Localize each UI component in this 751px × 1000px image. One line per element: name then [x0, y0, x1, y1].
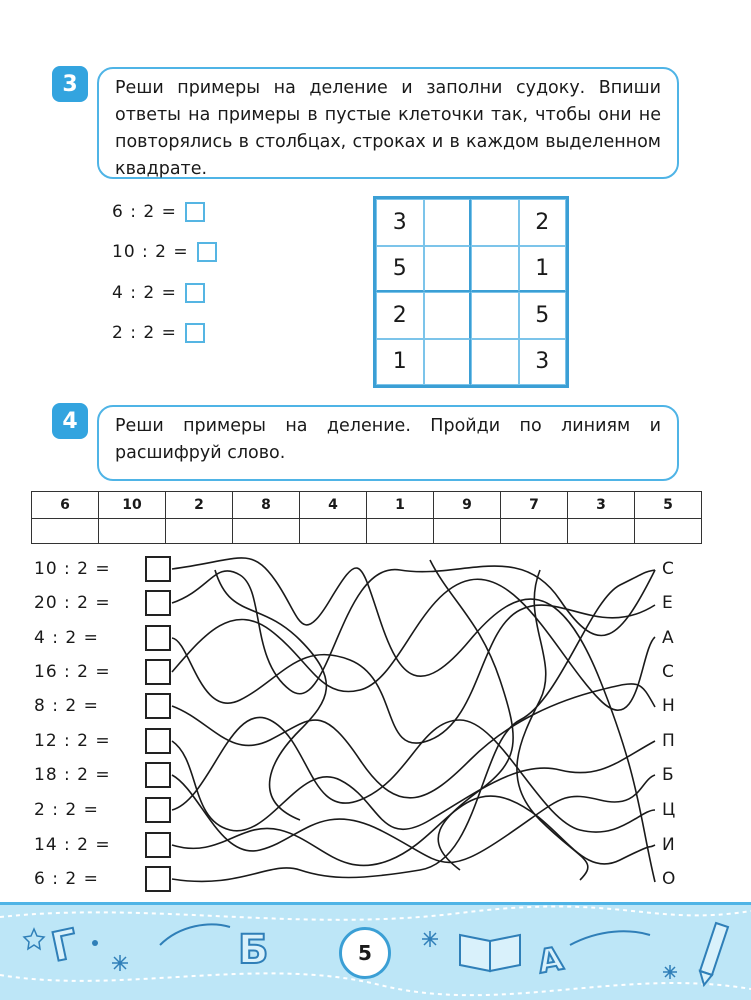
code-number: 5	[635, 492, 702, 519]
sudoku-cell[interactable]: 3	[376, 199, 424, 246]
maze-line	[172, 741, 655, 831]
answer-box[interactable]	[145, 866, 171, 892]
maze-letter: И	[662, 835, 675, 855]
maze-letter: Б	[662, 765, 674, 785]
answer-box[interactable]	[145, 762, 171, 788]
code-number: 10	[99, 492, 166, 519]
maze-letter: Е	[662, 593, 673, 613]
equation-text: 4 : 2 =	[112, 283, 177, 303]
answer-box[interactable]	[145, 728, 171, 754]
equation-text: 10 : 2 =	[112, 242, 189, 262]
decor-letter-b: Б	[238, 927, 269, 973]
task-4-equation-7: 18 : 2 =	[34, 765, 111, 785]
task-4-text: Реши примеры на деление. Пройди по линиям и расшифруй слово.	[115, 416, 661, 463]
answer-box[interactable]	[145, 556, 171, 582]
sudoku-cell[interactable]: 5	[376, 246, 424, 293]
code-number: 6	[32, 492, 99, 519]
code-number: 1	[367, 492, 434, 519]
sudoku-cell[interactable]: 5	[519, 292, 567, 339]
maze-line	[172, 570, 655, 881]
equation-text: 6 : 2 =	[112, 202, 177, 222]
code-number: 4	[300, 492, 367, 519]
code-number: 7	[501, 492, 568, 519]
snowflake-icon	[112, 931, 677, 979]
task-3-number-badge: 3	[52, 66, 88, 102]
maze-line	[172, 684, 655, 798]
task-3-text: Реши примеры на деление и заполни судоку. Впиши ответы на примеры в пустые клеточки так, чтобы они не повторялись в столбцах, строках и в каждом выделенном квадрате.	[115, 78, 661, 179]
maze-letter: П	[662, 731, 675, 751]
task-4-equation-1: 10 : 2 =	[34, 559, 111, 579]
task-4-equation-9: 14 : 2 =	[34, 835, 111, 855]
maze-letter: Ц	[662, 800, 676, 820]
task-4-equation-3: 4 : 2 =	[34, 628, 99, 648]
task-4-equation-4: 16 : 2 =	[34, 662, 111, 682]
decor-letter-a: А	[534, 939, 566, 981]
dot-icon	[92, 940, 98, 946]
swoosh-icon	[160, 924, 230, 945]
swoosh-icon	[570, 931, 650, 945]
maze-letter: Н	[662, 696, 675, 716]
task-4-number-badge: 4	[52, 403, 88, 439]
task-4-equation-2: 20 : 2 =	[34, 593, 111, 613]
answer-box[interactable]	[145, 693, 171, 719]
decor-letter-g: Г	[47, 920, 83, 972]
code-number: 9	[434, 492, 501, 519]
answer-box[interactable]	[145, 659, 171, 685]
sudoku-cell[interactable]: 2	[519, 199, 567, 246]
sudoku-cell[interactable]: 2	[376, 292, 424, 339]
task-4-equation-8: 2 : 2 =	[34, 800, 99, 820]
code-number: 2	[166, 492, 233, 519]
maze-letter: С	[662, 559, 674, 579]
maze-line	[172, 717, 655, 832]
maze-line	[172, 579, 655, 710]
equation-text: 2 : 2 =	[112, 323, 177, 343]
answer-box[interactable]	[145, 832, 171, 858]
task-4-equation-10: 6 : 2 =	[34, 869, 99, 889]
answer-box[interactable]	[145, 590, 171, 616]
code-number: 8	[233, 492, 300, 519]
page-number: 5	[339, 927, 391, 979]
star-icon	[24, 929, 44, 949]
pencil-icon	[700, 923, 728, 985]
task-4-equation-5: 8 : 2 =	[34, 696, 99, 716]
answer-box[interactable]	[145, 625, 171, 651]
book-icon	[460, 935, 520, 971]
sudoku-cell[interactable]: 1	[519, 246, 567, 293]
maze-line	[172, 775, 655, 862]
sudoku-cell[interactable]: 3	[519, 339, 567, 386]
maze-letter: А	[662, 628, 674, 648]
task-4-equation-6: 12 : 2 =	[34, 731, 111, 751]
maze-letter: С	[662, 662, 674, 682]
answer-box[interactable]	[145, 797, 171, 823]
sudoku-cell[interactable]: 1	[376, 339, 424, 386]
code-number: 3	[568, 492, 635, 519]
maze-letter: О	[662, 869, 676, 889]
